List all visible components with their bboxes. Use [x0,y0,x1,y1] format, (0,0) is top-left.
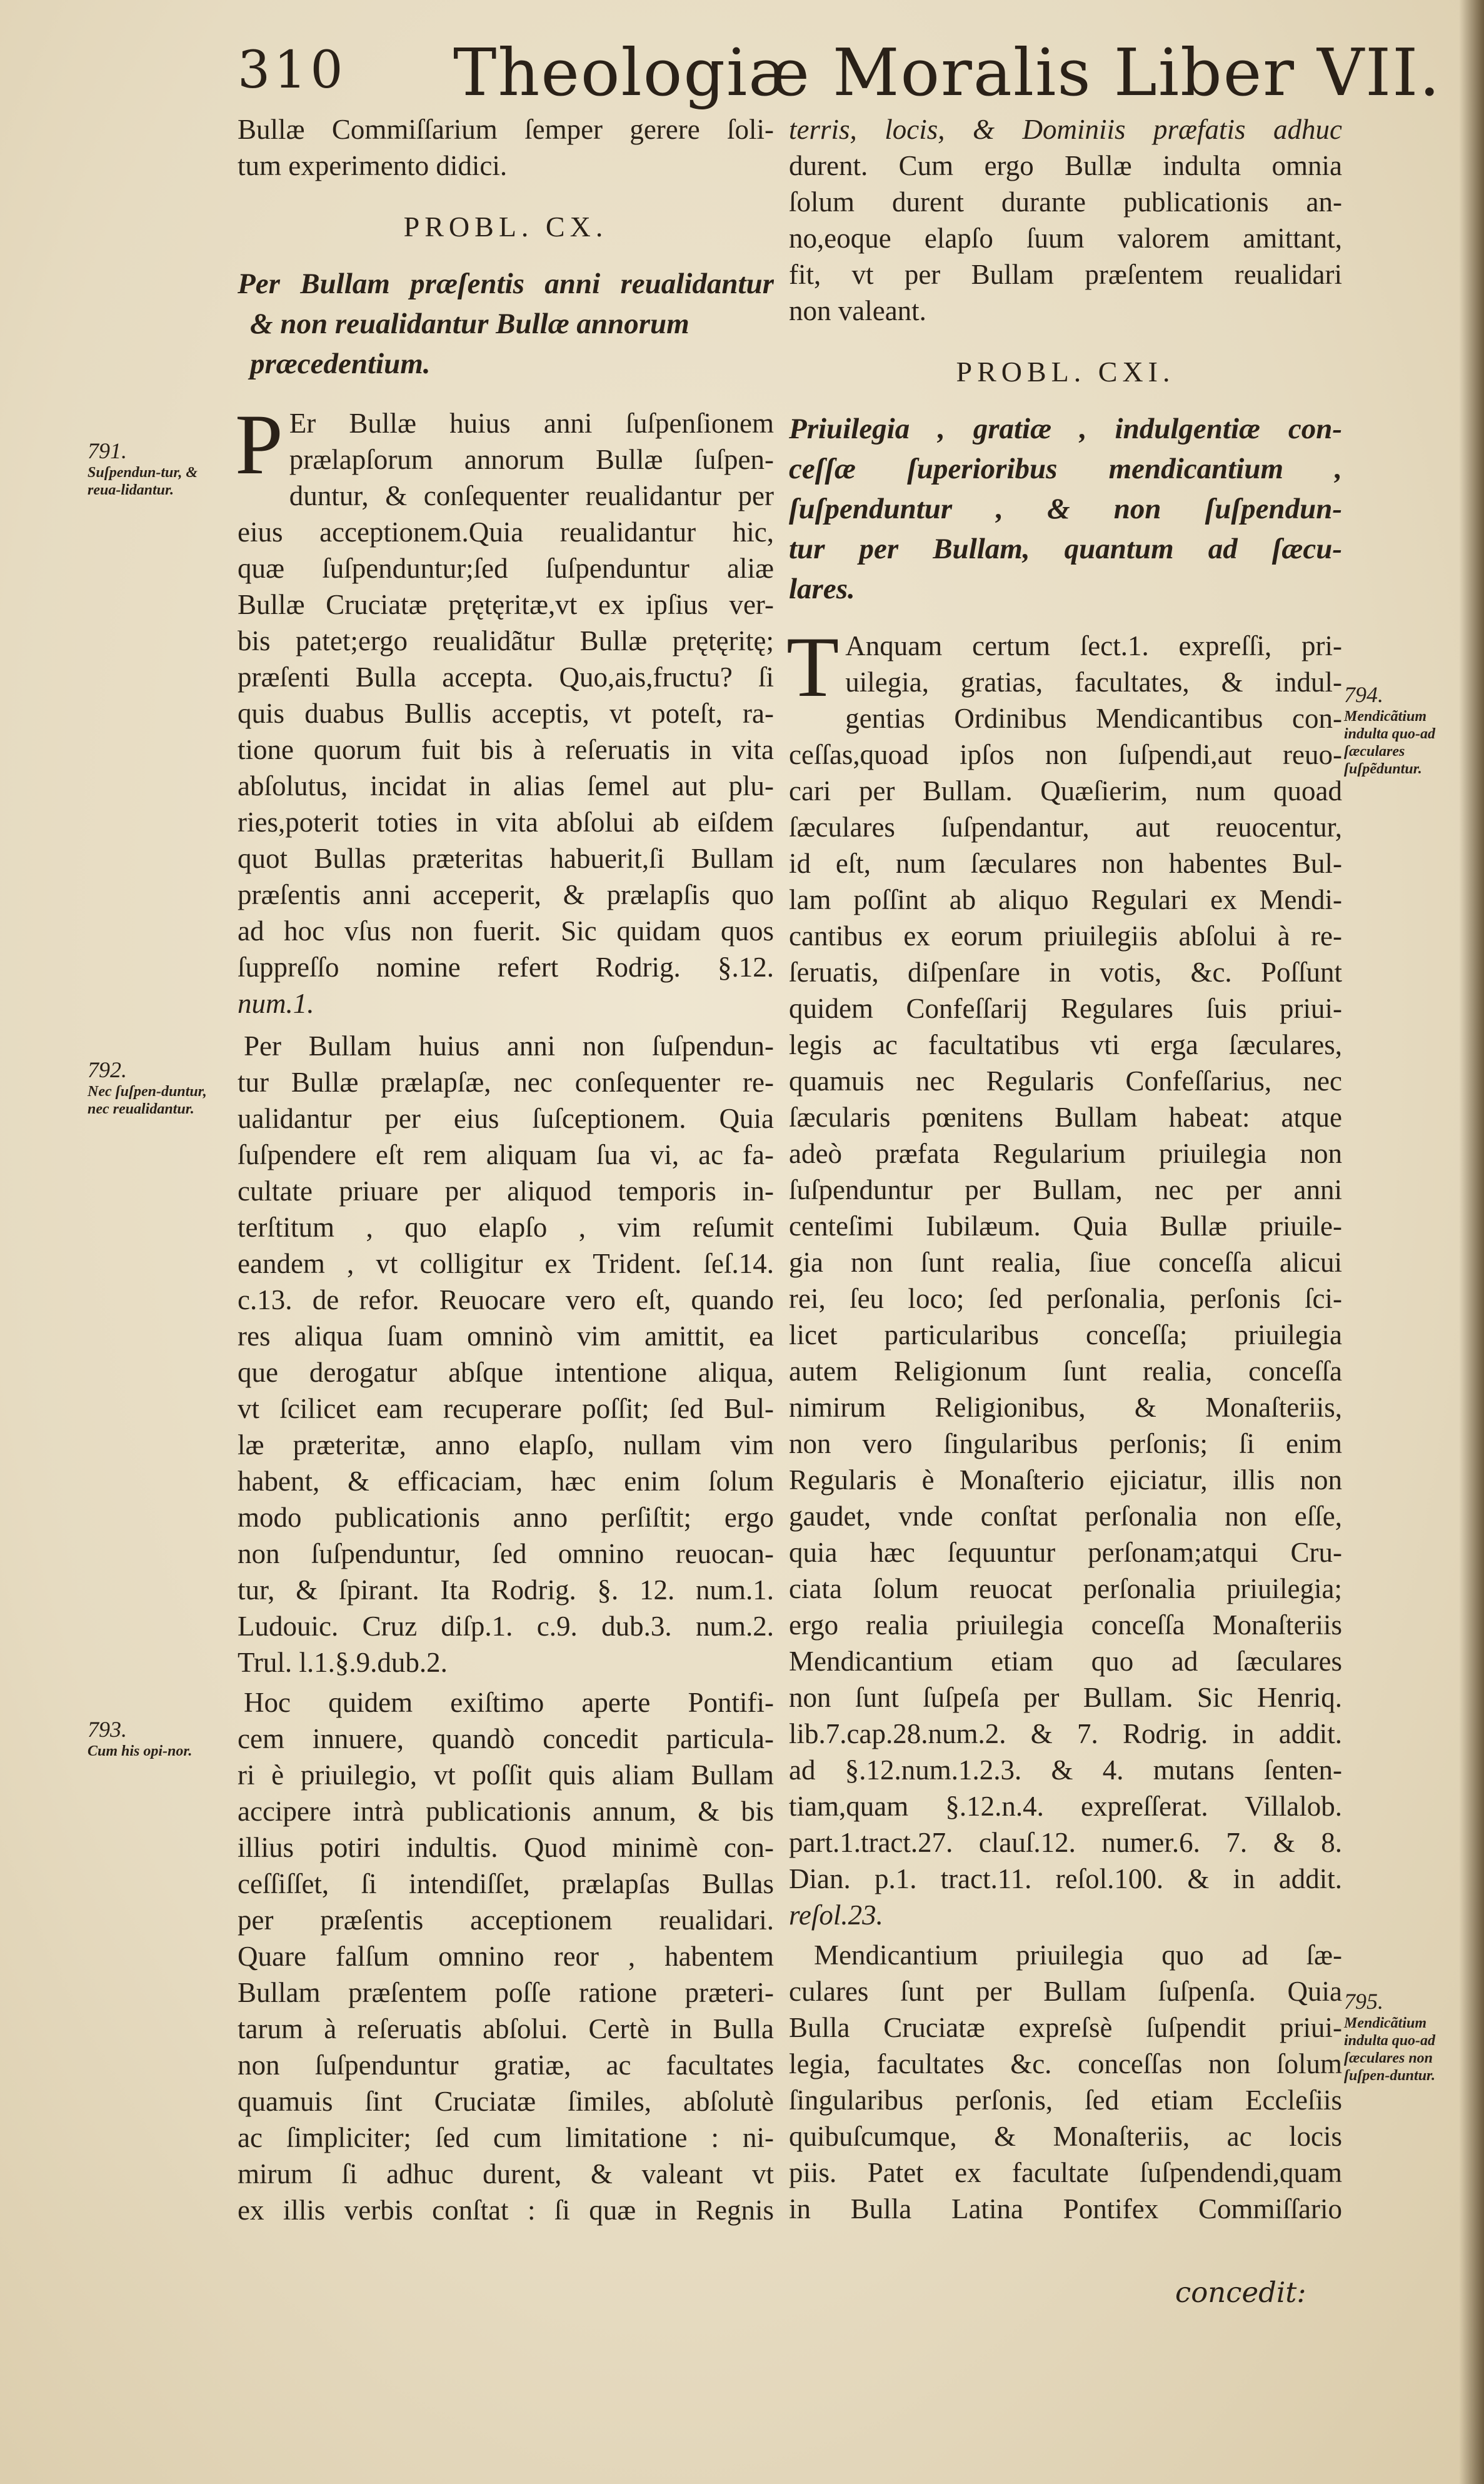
text-line: quamuis nec Regularis Confeſſarius, nec [789,1065,1342,1097]
rubric-line: ceſſæ ſuperioribus mendicantium , [789,453,1342,485]
text-line: vt ſcilicet eam recuperare poſſit; ſed Bul- [238,1393,774,1424]
paragraph-792 [238,1028,774,1681]
margin-note-number: 795. [1344,1989,1383,2014]
text-line: non ſuſpenduntur gratiæ, ac facultates [238,2049,774,2081]
text-line: ries,poterit toties in vita abſolui ab eiſdem [238,807,774,838]
page-number: 310 [238,41,347,100]
text-line: ualidantur per eius ſuſceptionem. Quia [238,1103,774,1134]
rubric-line: ſuſpenduntur , & non ſuſpendun- [789,493,1342,525]
margin-note-number: 794. [1344,682,1383,707]
text-line: eandem , vt colligitur ex Trident. ſeſ.14. [238,1248,774,1279]
text-line: habent, & efficaciam, hæc enim ſolum [238,1466,774,1497]
text-line: per præſentis acceptionem reualidari. [238,1904,774,1936]
left-column [235,111,774,2228]
text-line: Bullæ Cruciatæ prętęritæ,vt ex ipſius ver- [238,589,774,620]
text-line: quia hæc ſequuntur perſonam;atqui Cru- [789,1537,1342,1568]
text-line: non vero ſingularibus perſonis; ſi enim [789,1428,1342,1459]
text-line: tum experimento didici. [238,150,508,181]
page-gutter-shadow [1459,0,1484,2484]
text-line: fit, vt per Bullam præſentem reualidari [789,259,1342,290]
text-line: id eſt, num ſæculares non habentes Bul- [789,848,1342,879]
text-line: Bullam præſentem poſſe ratione præteri- [238,1977,774,2008]
text-line: prælapſorum annorum Bullæ ſuſpen- [289,444,774,475]
rubric-cxi [789,409,1342,609]
text-line: rei, ſeu loco; ſed perſonalia, perſonis ſci- [789,1283,1342,1314]
margin-note-number: 792. [88,1057,127,1082]
text-line: adeò præfata Regularium priuilegia non [789,1138,1342,1169]
text-line: cari per Bullam. Quæſierim, num quoad [789,775,1342,807]
text-line: cem innuere, quandò concedit particula- [238,1723,774,1754]
text-line: non ſunt ſuſpeſa per Bullam. Sic Henriq. [789,1682,1342,1713]
text-line: læ præteritæ, anno elapſo, nullam vim [238,1429,774,1461]
text-line: tione quorum fuit bis à reſeruatis in vita [238,734,774,765]
text-line: ſuppreſſo nomine refert Rodrig. §.12. [238,952,774,983]
text-line: legia, facultates &c. conceſſas non ſolum [789,2048,1342,2079]
text-line: tiam,quam §.12.n.4. expreſſerat. Villalob. [789,1791,1342,1822]
text-line: num.1. [238,988,314,1019]
text-line: ad §.12.num.1.2.3. & 4. mutans ſenten- [789,1754,1342,1786]
text-line: bis patet;ergo reualidãtur Bullæ prętęritę; [238,625,774,656]
text-line: gaudet, vnde conſtat perſonalia non eſſe, [789,1501,1342,1532]
text-line: terſtitum , quo elapſo , vim reſumit [238,1212,774,1243]
text-line: Quare falſum omnino reor , habentem [238,1941,774,1972]
text-line: non ſuſpenduntur, ſed omnino reuocan- [238,1538,774,1569]
text-line: Anquam certum ſect.1. expreſſi, pri- [845,630,1342,661]
text-line: illius potiri indultis. Quod minimè con- [238,1832,774,1863]
text-line: tur, & ſpirant. Ita Rodrig. §. 12. num.1. [238,1574,774,1606]
text-line: præſentis anni acceperit, & prælapſis quo [238,879,774,910]
text-line: que derogatur abſque intentione aliqua, [238,1357,774,1388]
text-line: centeſimi Iubilæum. Quia Bullæ priuile- [789,1210,1342,1242]
rubric-line: Per Bullam præſentis anni reualidantur [238,268,774,300]
text-line: ceſſiſſet, ſi intendiſſet, prælapſas Bullas [238,1868,774,1899]
drop-cap: P [235,396,283,492]
text-line: res aliqua ſuam omninò vim amittit, ea [238,1320,774,1352]
text-line: Hoc quidem exiſtimo aperte Pontifi- [244,1687,774,1718]
text-line: no,eoque elapſo ſuum valorem amittant, [789,223,1342,254]
text-line: lam poſſint ab aliquo Regulari ex Mendi- [789,884,1342,915]
text-line: abſolutus, incidat in alias ſemel aut plu- [238,770,774,802]
text-line: Mendicantium etiam quo ad ſæculares [789,1646,1342,1677]
text-line: ſingularibus perſonis, ſed etiam Eccleſiis [789,2084,1342,2116]
problem-heading-cx: PROBL. CX. [403,211,608,243]
text-line: licet particularibus conceſſa; priuilegia [789,1319,1342,1350]
text-line: ex illis verbis conſtat : ſi quæ in Regnis [238,2195,774,2226]
problem-heading-cxi: PROBL. CXI. [956,356,1175,388]
text-line: ſæcularis pœnitens Bullam habeat: atque [789,1102,1342,1133]
text-line: legis ac facultatibus vti erga ſæculares, [789,1029,1342,1060]
margin-note-795 [1344,1988,1469,2084]
right-column [786,111,1342,2227]
margin-note-792 [88,1057,228,1118]
rubric-line: præcedentium. [250,348,431,380]
text-line: ac ſimpliciter; ſed cum limitatione : ni- [238,2122,774,2153]
text-line: quibuſcumque, & Monaſteriis, ac locis [789,2121,1342,2152]
paragraph-795 [789,1937,1342,2227]
text-line: Mendicantium priuilegia quo ad ſæ- [814,1939,1342,1971]
text-line: non valeant. [789,295,926,326]
text-line: Ludouic. Cruz diſp.1. c.9. dub.3. num.2. [238,1611,774,1642]
rubric-line: Priuilegia , gratiæ , indulgentiæ con- [789,413,1342,445]
paragraph-794 [786,619,1342,1933]
margin-note-text: Suſpendun-tur, & reua-lidantur. [88,465,198,498]
text-line: lib.7.cap.28.num.2. & 7. Rodrig. in addit. [789,1718,1342,1749]
text-line: ergo realia priuilegia conceſſa Monaſteriis [789,1609,1342,1641]
margin-note-number: 793. [88,1717,127,1742]
text-line: ſuſpendere eſt rem aliquam ſua vi, ac fa- [238,1139,774,1170]
text-line: part.1.tract.27. clauſ.12. numer.6. 7. & 8. [789,1827,1342,1858]
text-line: Per Bullam huius anni non ſuſpendun- [244,1030,774,1062]
text-line: gentias Ordinibus Mendicantibus con- [845,703,1342,734]
rubric-line: lares. [789,573,855,605]
text-line: culares ſunt per Bullam ſuſpenſa. Quia [789,1976,1342,2007]
text-line: tarum à reſeruatis abſolui. Certè in Bulla [238,2013,774,2044]
margin-note-794 [1344,681,1469,778]
text-line: reſol.23. [789,1899,883,1931]
text-line: ſolum durent durante publicationis an- [789,186,1342,218]
text-line: quæ ſuſpenduntur;ſed ſuſpenduntur aliæ [238,553,774,584]
text-line: in Bulla Latina Pontifex Commiſſario [789,2193,1342,2225]
text-line: ciata ſolum reuocat perſonalia priuilegia; [789,1573,1342,1604]
text-line: Trul. l.1.§.9.dub.2. [238,1647,448,1678]
text-line: præſenti Bulla accepta. Quo,ais,fructu? ſi [238,661,774,693]
text-line: gia non ſunt realia, ſiue conceſſa alicui [789,1247,1342,1278]
running-head [238,34,1441,111]
margin-note-791 [88,438,228,499]
text-line: quot Bullas præteritas habuerit,ſi Bullam [238,843,774,874]
text-line: quidem Confeſſarij Regulares ſuis priui- [789,993,1342,1024]
right-intro [789,111,1342,329]
text-line: Er Bullæ huius anni ſuſpenſionem [289,408,774,439]
rubric-cx [238,264,774,384]
text-line: ceſſas,quoad ipſos non ſuſpendi,aut reuo- [789,739,1342,770]
text-line: accipere intrà publicationis annum, & bis [238,1796,774,1827]
paragraph-793 [238,1684,774,2228]
text-line: mirum ſi adhuc durent, & valeant vt [238,2158,774,2190]
text-line: ri è priuilegio, vt poſſit quis aliam Bullam [238,1759,774,1791]
text-line: ſeruatis, diſpenſare in votis, &c. Poſſunt [789,957,1342,988]
text-line: autem Religionum ſunt realia, conceſſa [789,1355,1342,1387]
text-line: tur Bullæ prælapſæ, nec conſequenter re- [238,1067,774,1098]
margin-note-text: Cum his opi-nor. [88,1743,193,1759]
text-line: Bulla Cruciatæ expreſsè ſuſpendit priui- [789,2012,1342,2043]
text-line: Regularis è Monaſterio ejiciatur, illis non [789,1464,1342,1496]
catchword: concedit: [1175,2276,1306,2309]
text-line: terris, locis, & Dominiis præfatis adhuc [789,114,1342,145]
running-title: Theologiæ Moralis Liber VII. [453,34,1441,111]
text-line: cultate priuare per aliquod temporis in- [238,1175,774,1207]
text-line: uilegia, gratias, facultates, & indul- [845,666,1342,698]
drop-cap: T [786,619,840,715]
text-line: piis. Patet ex facultate ſuſpendendi,quam [789,2157,1342,2188]
text-line: durent. Cum ergo Bullæ indulta omnia [789,150,1342,181]
left-intro [238,111,774,184]
text-line: quamuis ſint Cruciatæ ſimiles, abſolutè [238,2086,774,2117]
text-line: modo publicationis anno perſiſtit; ergo [238,1502,774,1533]
rubric-line: & non reualidantur Bullæ annorum [250,308,689,340]
text-line: cantibus ex eorum priuilegiis abſolui à re- [789,920,1342,952]
text-line: ſæculares ſuſpendantur, aut reuocentur, [789,812,1342,843]
text-line: ſuſpenduntur per Bullam, nec per anni [789,1174,1342,1205]
margin-note-text: Mendicãtium indulta quo-ad ſæculares non ſuſpen-duntur. [1344,2015,1436,2084]
text-line: c.13. de refor. Reuocare vero eſt, quando [238,1284,774,1315]
text-line: quis duabus Bullis acceptis, vt poteſt, ra- [238,698,774,729]
rubric-line: tur per Bullam, quantum ad ſæcu- [789,533,1342,565]
text-line: duntur, & conſequenter reualidantur per [289,480,774,511]
text-line: Bullæ Commiſſarium ſemper gerere ſoli- [238,114,774,145]
text-line: eius acceptionem.Quia reualidantur hic, [238,516,774,548]
text-line: ad hoc vſus non fuerit. Sic quidam quos [238,915,774,947]
margin-note-text: Mendicãtium indulta quo-ad ſæculares ſuſpẽduntur. [1344,708,1436,777]
margin-note-number: 791. [88,438,127,463]
text-line: Dian. p.1. tract.11. reſol.100. & in addit. [789,1863,1342,1894]
text-line: nimirum Religionibus, & Monaſteriis, [789,1392,1342,1423]
margin-note-text: Nec ſuſpen-duntur, nec reualidantur. [88,1084,207,1117]
paragraph-791 [235,396,774,1022]
margin-note-793 [88,1716,228,1760]
